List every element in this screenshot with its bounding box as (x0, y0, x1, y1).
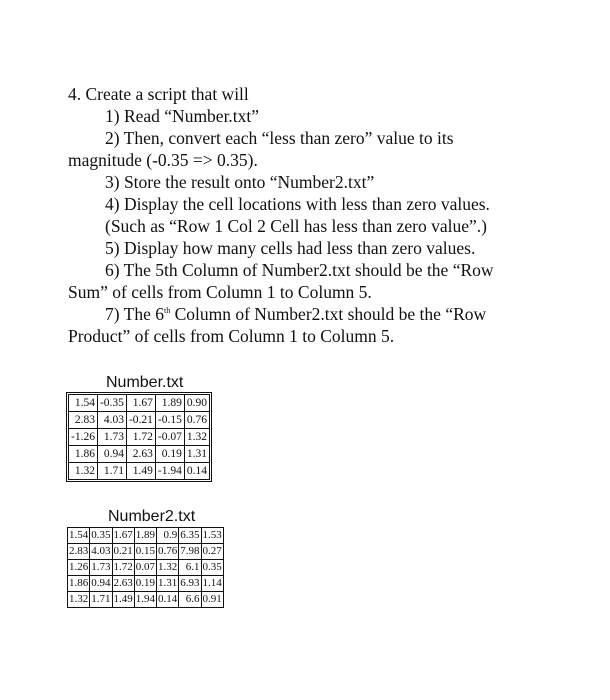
table-cell: 0.07 (134, 560, 156, 576)
table-cell: 1.86 (68, 576, 90, 592)
table-cell: 1.31 (184, 446, 209, 463)
table-cell: 0.35 (90, 528, 112, 544)
table-row (68, 560, 224, 576)
table-cell: 2.83 (68, 544, 90, 560)
table-cell: 0.19 (155, 446, 184, 463)
table-cell: 4.03 (90, 544, 112, 560)
table-cell: -1.94 (155, 463, 184, 480)
table-cell: 0.91 (201, 592, 223, 608)
table-cell: -0.15 (155, 412, 184, 429)
table-cell: 0.90 (184, 395, 209, 412)
table-row (69, 446, 210, 463)
table-cell: 6.93 (179, 576, 201, 592)
table1-caption: Number.txt (106, 374, 184, 391)
table-cell: 6.35 (179, 528, 201, 544)
table-cell: 0.19 (134, 576, 156, 592)
table-row (68, 528, 224, 544)
table-cell: 0.76 (184, 412, 209, 429)
table-cell: 6.1 (179, 560, 201, 576)
table-cell: -0.35 (97, 395, 126, 412)
table-cell: 1.32 (69, 463, 98, 480)
table-cell: 0.94 (90, 576, 112, 592)
step-2: 2) Then, convert each “less than zero” value to its (105, 128, 454, 148)
table2-caption: Number2.txt (108, 508, 196, 525)
table-cell: 1.89 (155, 395, 184, 412)
table-cell: 1.32 (157, 560, 179, 576)
table-cell: 1.54 (69, 395, 98, 412)
table-row (69, 429, 210, 446)
step-4-example: (Such as “Row 1 Col 2 Cell has less than zero value”.) (105, 216, 487, 236)
step-6: 6) The 5th Column of Number2.txt should be the “Row (105, 260, 494, 280)
table-cell: 0.94 (97, 446, 126, 463)
step-4: 4) Display the cell locations with less than zero values. (105, 194, 490, 214)
step-7-superscript: th (163, 306, 171, 315)
table-cell: 1.31 (157, 576, 179, 592)
number2-table (67, 527, 224, 608)
step-7-continued: Product” of cells from Column 1 to Column 5. (68, 326, 395, 346)
table-cell: 1.14 (201, 576, 223, 592)
step-6-continued: Sum” of cells from Column 1 to Column 5. (68, 282, 372, 302)
table-cell: 1.72 (126, 429, 155, 446)
table-cell: 1.32 (184, 429, 209, 446)
step-2-continued: magnitude (-0.35 => 0.35). (68, 150, 258, 170)
table-row (69, 395, 210, 412)
step-5: 5) Display how many cells had less than zero values. (105, 238, 476, 258)
table-cell: 1.94 (134, 592, 156, 608)
table-cell: 1.73 (97, 429, 126, 446)
table-row (69, 412, 210, 429)
table-cell: -0.21 (126, 412, 155, 429)
table-row (69, 463, 210, 480)
question-heading: 4. Create a script that will (68, 84, 249, 104)
table-cell: 6.6 (179, 592, 201, 608)
table-cell: 1.49 (112, 592, 134, 608)
table-cell: 0.9 (157, 528, 179, 544)
table-cell: 1.53 (201, 528, 223, 544)
table-cell: 0.27 (201, 544, 223, 560)
number-table (68, 394, 210, 480)
table-cell: 1.71 (97, 463, 126, 480)
table-cell: 1.71 (90, 592, 112, 608)
step-7-part-b: Column of Number2.txt should be the “Row (170, 304, 487, 324)
table-cell: 1.86 (69, 446, 98, 463)
table-cell: 0.76 (157, 544, 179, 560)
step-7 (105, 304, 486, 324)
table-cell: -1.26 (69, 429, 98, 446)
step-7-part-a: 7) The 6 (105, 304, 164, 324)
table-cell: 1.32 (68, 592, 90, 608)
table-cell: 1.67 (112, 528, 134, 544)
table-cell: 2.63 (126, 446, 155, 463)
table-cell: -0.07 (155, 429, 184, 446)
table-cell: 0.14 (184, 463, 209, 480)
table-cell: 0.21 (112, 544, 134, 560)
table-cell: 1.72 (112, 560, 134, 576)
step-3: 3) Store the result onto “Number2.txt” (105, 172, 375, 192)
table-cell: 0.35 (201, 560, 223, 576)
table-cell: 0.15 (134, 544, 156, 560)
table-cell: 4.03 (97, 412, 126, 429)
step-1: 1) Read “Number.txt” (105, 106, 260, 126)
table-cell: 0.14 (157, 592, 179, 608)
table-cell: 1.67 (126, 395, 155, 412)
table-cell: 2.63 (112, 576, 134, 592)
table-row (68, 576, 224, 592)
table-row (68, 592, 224, 608)
table-cell: 7.98 (179, 544, 201, 560)
table-cell: 1.89 (134, 528, 156, 544)
table-cell: 1.49 (126, 463, 155, 480)
table-row (68, 544, 224, 560)
table-cell: 1.54 (68, 528, 90, 544)
table-cell: 1.26 (68, 560, 90, 576)
table-cell: 2.83 (69, 412, 98, 429)
table-cell: 1.73 (90, 560, 112, 576)
